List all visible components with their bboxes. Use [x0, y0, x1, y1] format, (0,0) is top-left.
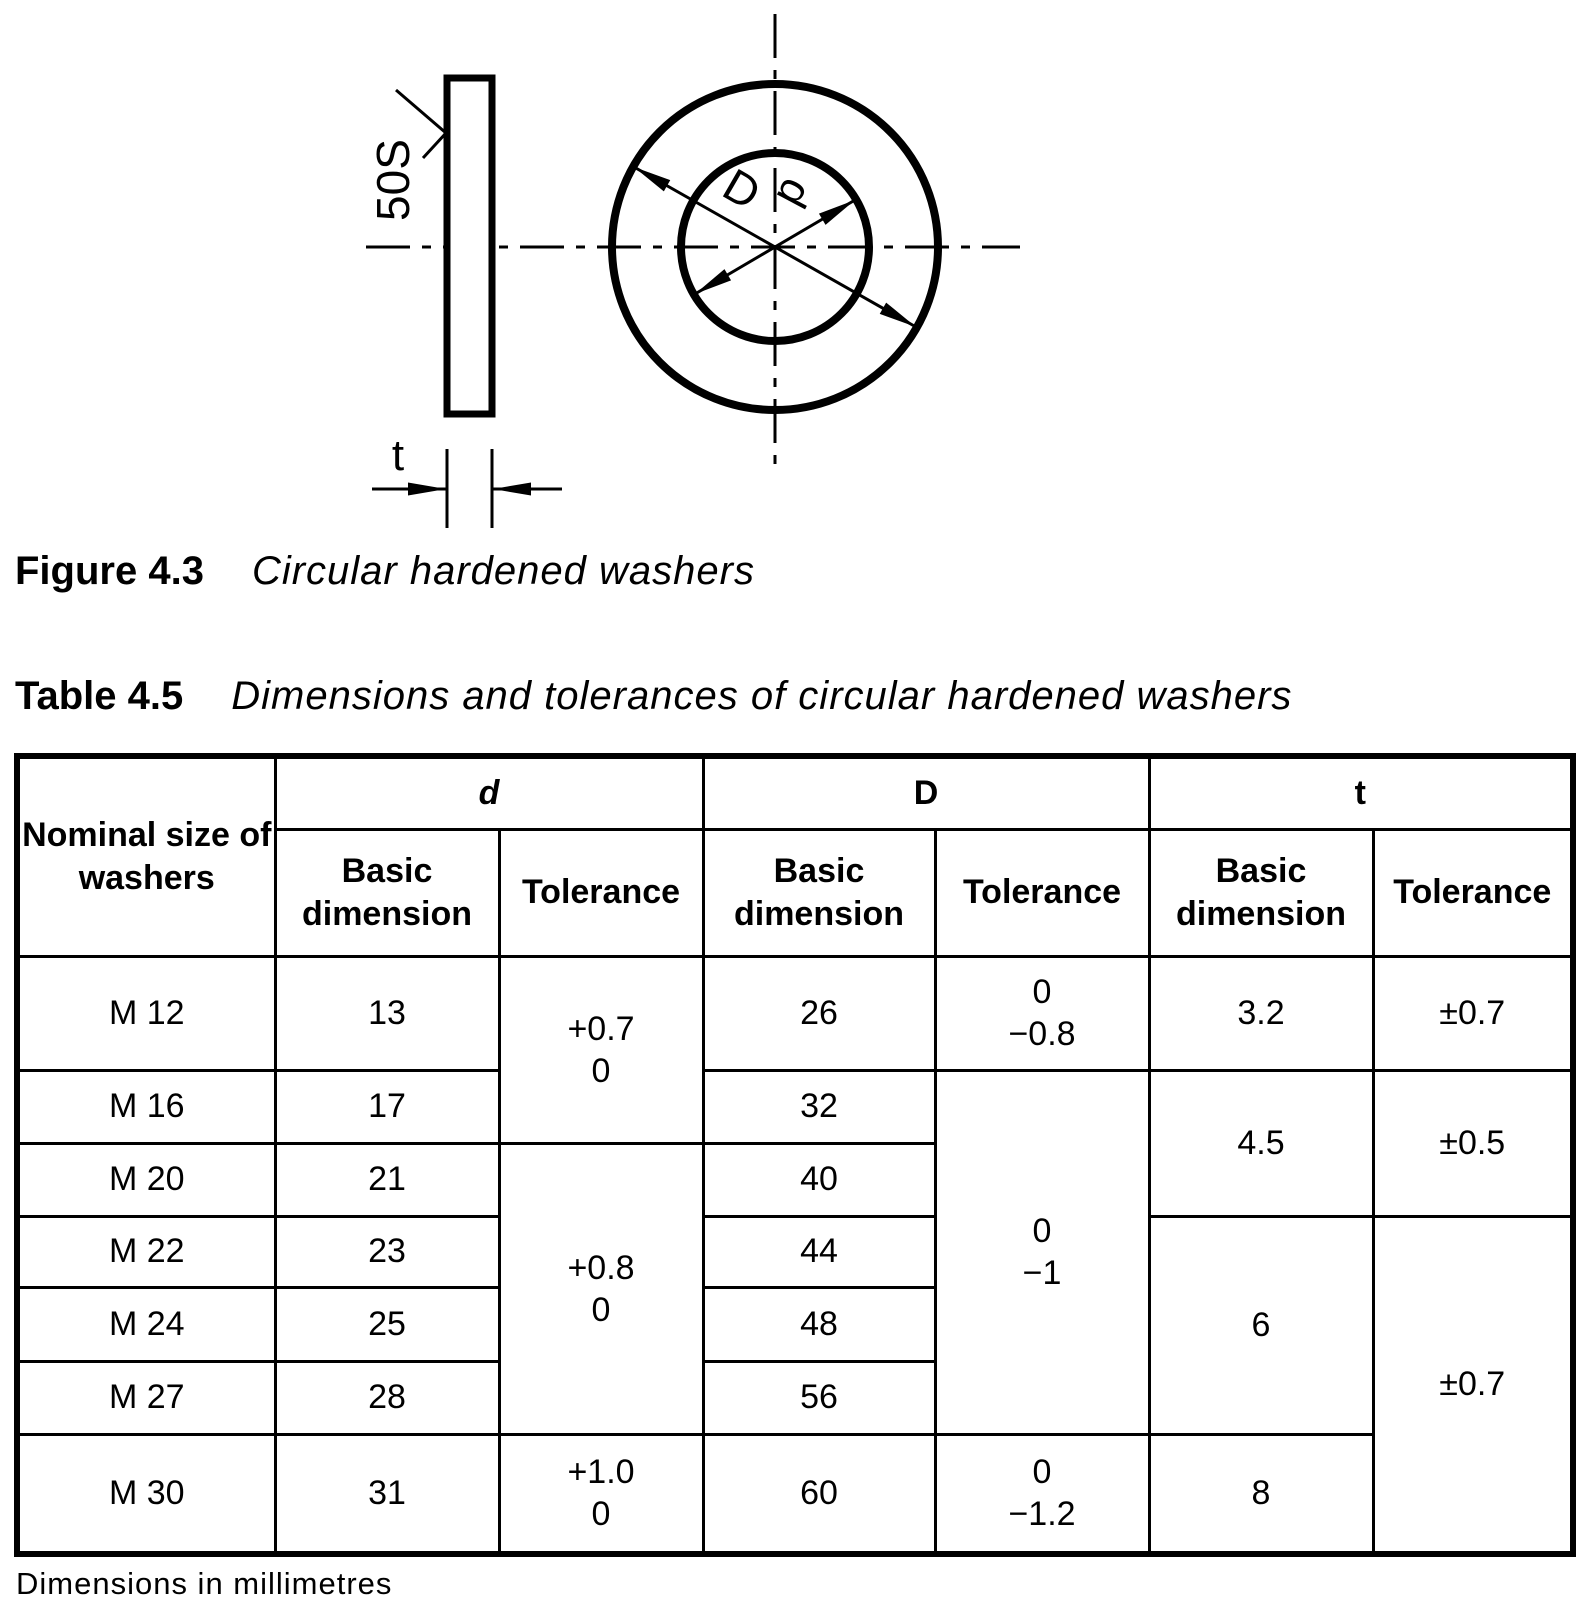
cell-d-basic-m20: 21 — [275, 1143, 499, 1216]
header-group-D: D — [703, 756, 1149, 829]
table-caption-title: Dimensions and tolerances of circular hardened washers — [231, 674, 1293, 718]
header-d-basic: Basic dimension — [275, 829, 499, 956]
header-nominal-size: Nominal size of washers — [17, 756, 275, 956]
cell-nominal-m24: M 24 — [17, 1287, 275, 1361]
table-row — [17, 956, 1573, 1070]
cell-D-basic-m24: 48 — [703, 1287, 935, 1361]
cell-d-tolerance-m12-m16 — [499, 956, 703, 1143]
table-row — [17, 1216, 1573, 1287]
cell-D-tolerance-m30 — [935, 1434, 1149, 1554]
cell-t-basic-m30: 8 — [1149, 1434, 1373, 1554]
table-caption-label: Table 4.5 — [15, 674, 184, 718]
cell-d-basic-m27: 28 — [275, 1361, 499, 1434]
washer-side-view-rect — [447, 78, 492, 414]
cell-nominal-m16: M 16 — [17, 1070, 275, 1143]
cell-t-tolerance-m16-m20: ±0.5 — [1373, 1070, 1573, 1216]
figure-caption-label: Figure 4.3 — [15, 549, 204, 593]
cell-d-tolerance-m30 — [499, 1434, 703, 1554]
cell-t-tolerance-m12: ±0.7 — [1373, 956, 1573, 1070]
leader-arrow-tick — [423, 133, 446, 158]
cell-d-basic-m24: 25 — [275, 1287, 499, 1361]
table-row — [17, 1070, 1573, 1143]
cell-D-tolerance-m16-m27 — [935, 1070, 1149, 1434]
cell-D-basic-m27: 56 — [703, 1361, 935, 1434]
cell-d-basic-m16: 17 — [275, 1070, 499, 1143]
header-group-t: t — [1149, 756, 1573, 829]
cell-nominal-m30: M 30 — [17, 1434, 275, 1554]
figure-caption-title: Circular hardened washers — [251, 549, 755, 593]
header-t-basic: Basic dimension — [1149, 829, 1373, 956]
leader-line — [396, 90, 446, 133]
cell-D-basic-m20: 40 — [703, 1143, 935, 1216]
cell-D-basic-m30: 60 — [703, 1434, 935, 1554]
dimensions-table — [14, 753, 1576, 1557]
cell-nominal-m22: M 22 — [17, 1216, 275, 1287]
cell-d-basic-m12: 13 — [275, 956, 499, 1070]
header-d-tolerance: Tolerance — [499, 829, 703, 956]
tolerance-lower: −1.2 — [1008, 1495, 1076, 1534]
table-caption — [15, 674, 1292, 719]
outer-diameter-label: D — [714, 158, 770, 220]
header-D-basic: Basic dimension — [703, 829, 935, 956]
figure-caption — [15, 549, 755, 594]
cell-nominal-m20: M 20 — [17, 1143, 275, 1216]
tolerance-lower: 0 — [591, 1495, 611, 1534]
cell-t-basic-m12: 3.2 — [1149, 956, 1373, 1070]
hardness-mark-label: 50S — [367, 139, 419, 221]
tolerance-upper: +0.7 — [567, 1009, 635, 1048]
cell-t-basic-m22-m27: 6 — [1149, 1216, 1373, 1434]
cell-nominal-m12: M 12 — [17, 956, 275, 1070]
tolerance-lower: 0 — [591, 1051, 611, 1090]
tolerance-upper: 0 — [1032, 1453, 1052, 1492]
tolerance-upper: 0 — [1032, 973, 1052, 1011]
cell-nominal-m27: M 27 — [17, 1361, 275, 1434]
cell-d-tolerance-m20-m27 — [499, 1143, 703, 1434]
cell-D-basic-m12: 26 — [703, 956, 935, 1070]
tolerance-lower: −0.8 — [1008, 1015, 1076, 1053]
cell-D-basic-m22: 44 — [703, 1216, 935, 1287]
cell-d-basic-m30: 31 — [275, 1434, 499, 1554]
cell-t-tolerance-m22-m30: ±0.7 — [1373, 1216, 1573, 1554]
units-footnote: Dimensions in millimetres — [16, 1566, 393, 1601]
cell-D-basic-m16: 32 — [703, 1070, 935, 1143]
inner-diameter-label: d — [766, 170, 822, 216]
washer-drawing — [0, 0, 1585, 540]
header-group-d: d — [275, 756, 703, 829]
thickness-label: t — [391, 431, 405, 480]
cell-t-basic-m16-m20: 4.5 — [1149, 1070, 1373, 1216]
header-t-tolerance: Tolerance — [1373, 829, 1573, 956]
tolerance-upper: 0 — [1032, 1212, 1052, 1250]
cell-d-basic-m22: 23 — [275, 1216, 499, 1287]
tolerance-upper: +1.0 — [567, 1453, 635, 1492]
tolerance-lower: −1 — [1022, 1254, 1062, 1292]
tolerance-upper: +0.8 — [567, 1248, 635, 1287]
tolerance-lower: 0 — [591, 1290, 611, 1329]
header-D-tolerance: Tolerance — [935, 829, 1149, 956]
cell-D-tolerance-m12 — [935, 956, 1149, 1070]
table-row — [17, 1434, 1573, 1554]
